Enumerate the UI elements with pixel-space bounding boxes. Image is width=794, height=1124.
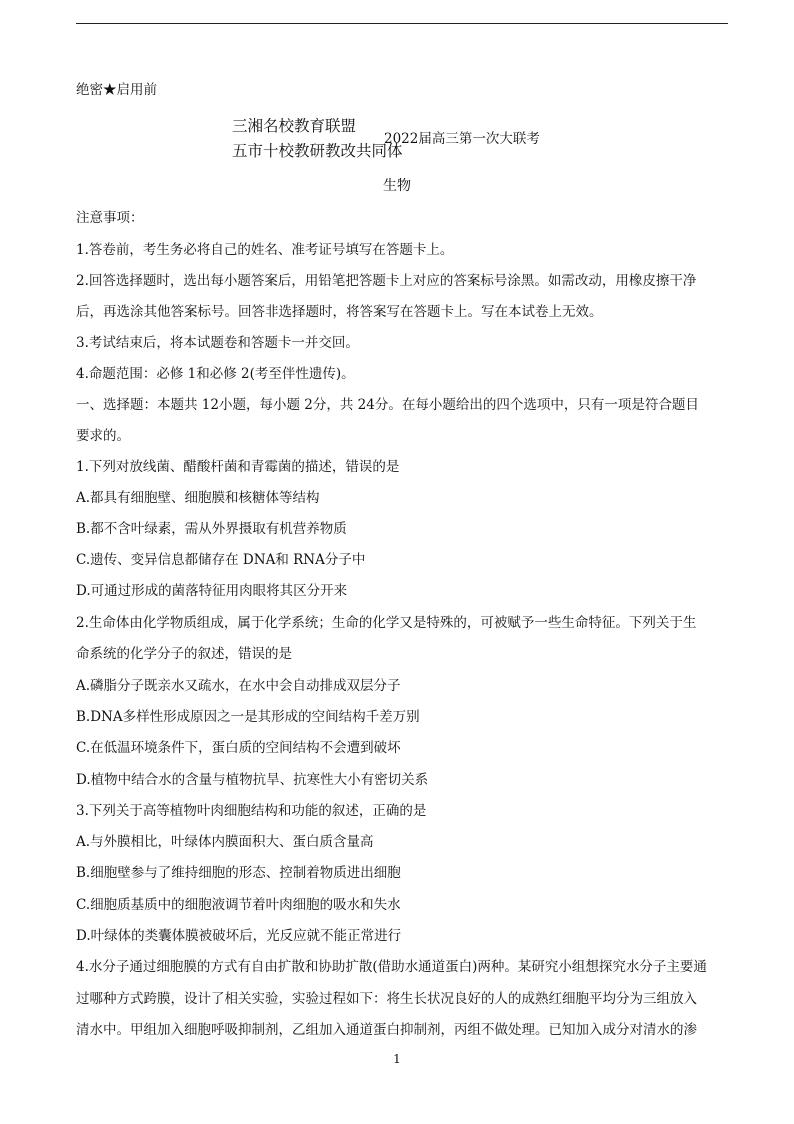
- note-item-3: 3.考试结束后，将本试题卷和答题卡一并交回。: [76, 335, 359, 351]
- question-2-option-d: D.植物中结合水的含量与植物抗旱、抗寒性大小有密切关系: [76, 772, 429, 788]
- question-3-option-a: A.与外膜相比，叶绿体内膜面积大、蛋白质含量高: [76, 834, 374, 850]
- question-4-stem-line-1: 4.水分子通过细胞膜的方式有自由扩散和协助扩散(借助水通道蛋白)两种。某研究小组想探究水分子主要通: [76, 959, 707, 975]
- secret-mark: 绝密★启用前: [76, 82, 157, 98]
- question-4-stem-line-2: 过哪种方式跨膜，设计了相关实验，实验过程如下：将生长状况良好的人的成熟红细胞平均分为三组放入: [76, 991, 697, 1007]
- question-3-stem: 3.下列关于高等植物叶肉细胞结构和功能的叙述，正确的是: [76, 803, 427, 819]
- note-item-1: 1.答卷前，考生务必将自己的姓名、准考证号填写在答题卡上。: [76, 242, 454, 258]
- question-1-option-a: A.都具有细胞壁、细胞膜和核糖体等结构: [76, 490, 320, 506]
- question-3-option-b: B.细胞壁参与了维持细胞的形态、控制着物质进出细胞: [76, 865, 401, 881]
- note-item-2-line-1: 2.回答选择题时，选出每小题答案后，用铅笔把答题卡上对应的答案标号涂黑。如需改动，用橡皮擦干净: [76, 273, 697, 289]
- question-3-option-c: C.细胞质基质中的细胞液调节着叶肉细胞的吸水和失水: [76, 897, 401, 913]
- question-2-option-c: C.在低温环境条件下，蛋白质的空间结构不会遭到破坏: [76, 740, 401, 756]
- question-2-stem-line-1: 2.生命体由化学物质组成，属于化学系统；生命的化学又是特殊的，可被赋予一些生命特征。下列关于生: [76, 615, 697, 631]
- question-3-option-d: D.叶绿体的类囊体膜被破坏后，光反应就不能正常进行: [76, 928, 402, 944]
- question-2-stem-line-2: 命系统的化学分子的叙述，错误的是: [76, 646, 292, 662]
- question-4-stem-line-3: 清水中。甲组加入细胞呼吸抑制剂，乙组加入通道蛋白抑制剂，丙组不做处理。已知加入成分对清水的渗: [76, 1022, 697, 1038]
- note-item-4: 4.命题范围：必修 1和必修 2(考至伴性遗传)。: [76, 366, 355, 382]
- section-intro-line-2: 要求的。: [76, 428, 130, 444]
- top-rule: [76, 23, 728, 24]
- question-1-option-d: D.可通过形成的菌落特征用肉眼将其区分开来: [76, 583, 348, 599]
- section-intro-line-1: 一、选择题：本题共 12小题，每小题 2分，共 24分。在每小题给出的四个选项中，只有一项是符合题目: [76, 397, 699, 413]
- page-number: 1: [393, 1052, 401, 1066]
- notes-title: 注意事项：: [76, 210, 144, 226]
- alliance-name-line2: 五市十校教研教改共同体: [232, 142, 403, 160]
- question-1-stem: 1.下列对放线菌、醋酸杆菌和青霉菌的描述，错误的是: [76, 459, 400, 475]
- note-item-2-line-2: 后，再选涂其他答案标号。回答非选择题时，将答案写在答题卡上。写在本试卷上无效。: [76, 304, 603, 320]
- question-2-option-b: B.DNA多样性形成原因之一是其形成的空间结构千差万别: [76, 709, 420, 725]
- question-1-option-c: C.遗传、变异信息都储存在 DNA和 RNA分子中: [76, 552, 366, 568]
- question-1-option-b: B.都不含叶绿素，需从外界摄取有机营养物质: [76, 521, 347, 537]
- subject-title: 生物: [383, 178, 411, 194]
- exam-name: 2022届高三第一次大联考: [384, 131, 540, 147]
- alliance-name-line1: 三湘名校教育联盟: [232, 117, 357, 135]
- question-2-option-a: A.磷脂分子既亲水又疏水，在水中会自动排成双层分子: [76, 678, 401, 694]
